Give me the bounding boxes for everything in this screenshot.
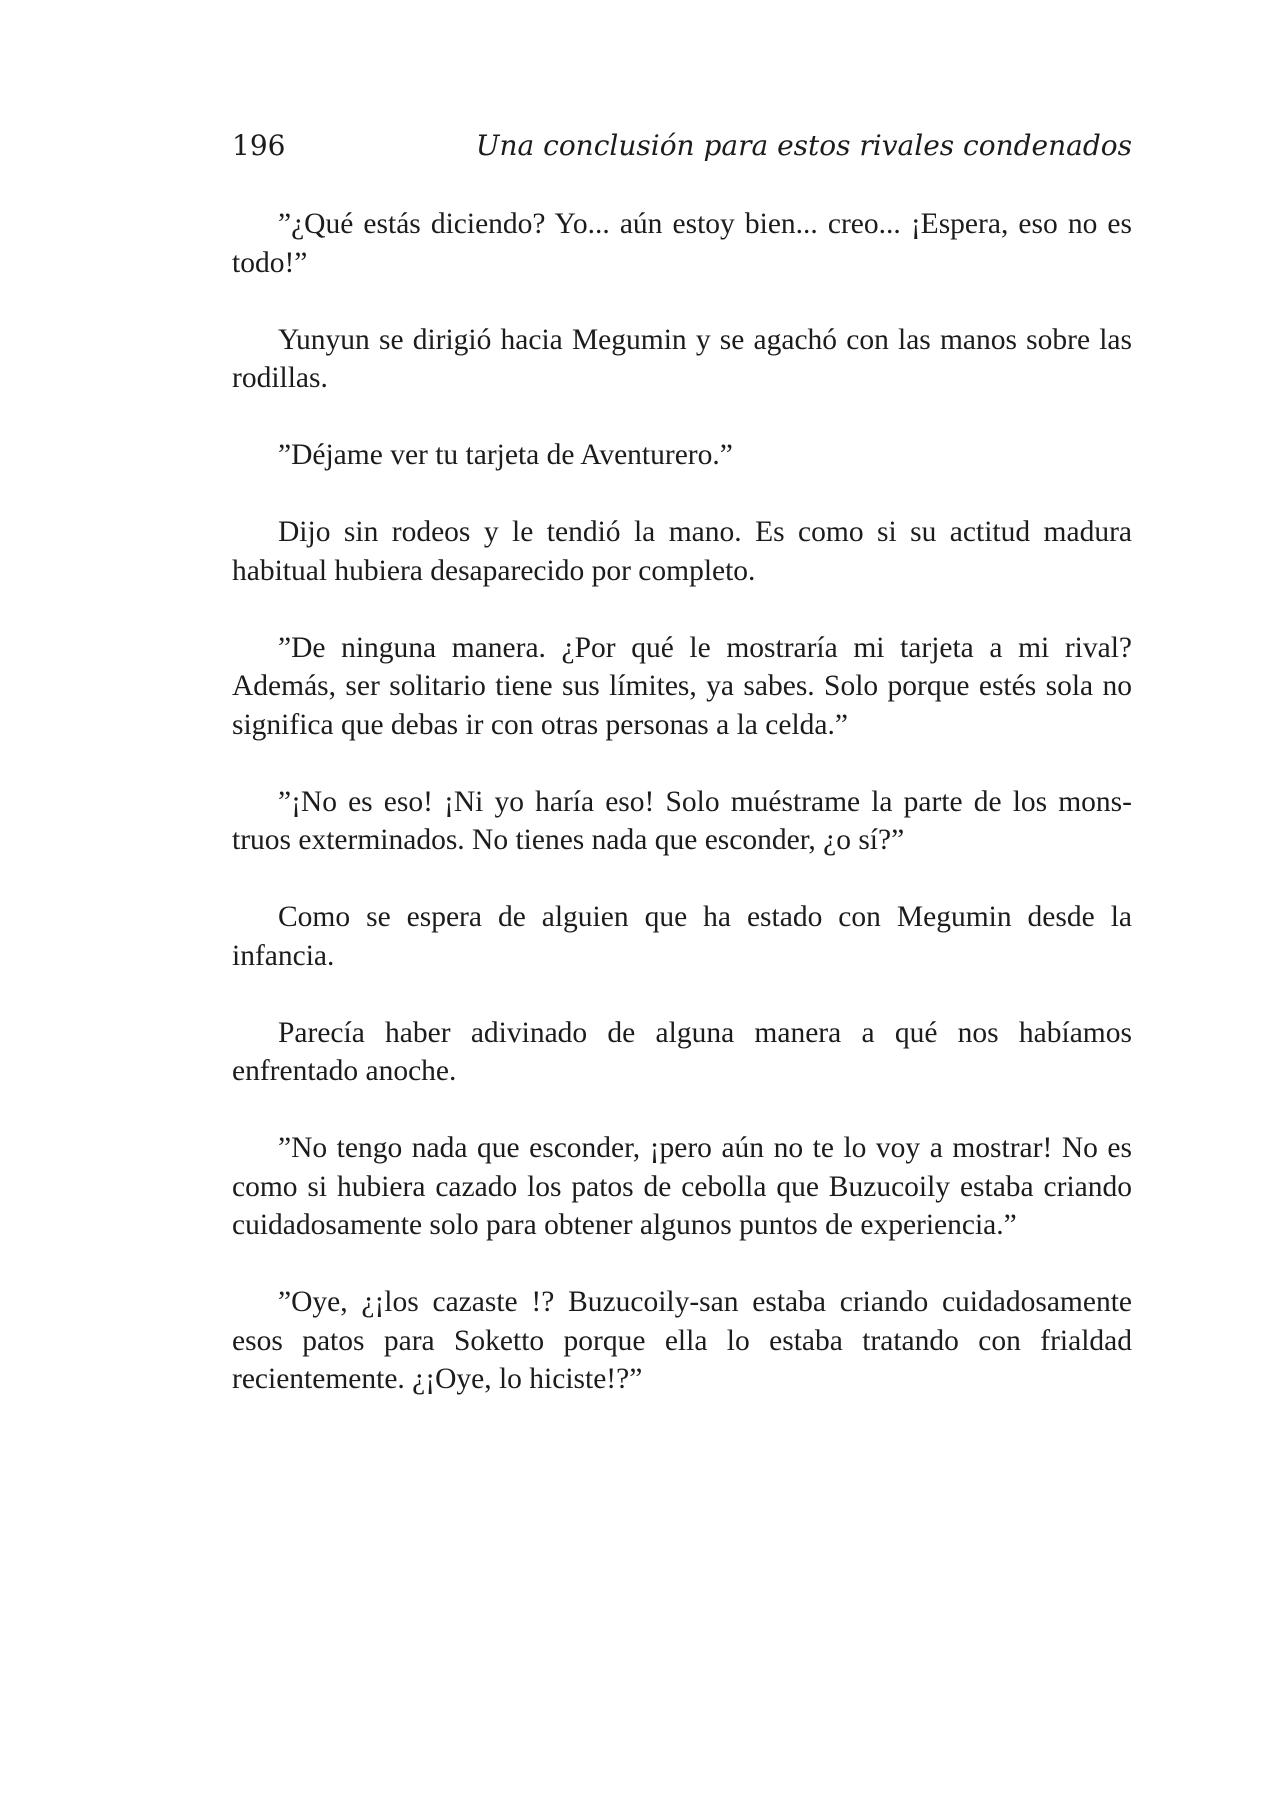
paragraph: ”De ninguna manera. ¿Por qué le mostraría mi tarjeta a mi rival? Además, ser solitario tiene sus límites, ya sabes. Solo porque estés sola no significa que debas ir con otras personas a la celda.” — [232, 631, 1132, 741]
body-text — [232, 205, 1132, 1399]
paragraph: ”¡No es eso! ¡Ni yo haría eso! Solo muéstrame la parte de los monstruos exterminados. No tienes nada que esconder, ¿o sí?” — [232, 785, 1132, 856]
paragraph: Como se espera de alguien que ha estado con Megumin desde la infancia. — [232, 901, 1132, 972]
page-number: 196 — [232, 129, 286, 162]
paragraph: ”Déjame ver tu tarjeta de Aventurero.” — [278, 439, 733, 471]
paragraph: Parecía haber adivinado de alguna manera a qué nos habíamos enfrentado anoche. — [232, 1016, 1132, 1087]
book-page — [232, 126, 1132, 1437]
paragraph: ”Oye, ¿¡los cazaste !? Buzucoily-san estaba criando cuidadosamente esos patos para Soketto porque ella lo estaba tratando con frialdad recientemente. ¿¡Oye, lo hiciste!?” — [232, 1286, 1132, 1395]
running-header — [232, 126, 1132, 166]
paragraph: Dijo sin rodeos y le tendió la mano. Es como si su actitud madura habitual hubiera desaparecido por completo. — [232, 516, 1132, 587]
paragraph: Yunyun se dirigió hacia Megumin y se agachó con las manos sobre las rodillas. — [232, 323, 1132, 394]
chapter-title: Una conclusión para estos rivales condenados — [475, 129, 1132, 162]
paragraph: ”No tengo nada que esconder, ¡pero aún no te lo voy a mostrar! No es como si hubiera cazado los patos de cebolla que Buzucoily estaba criando cuidadosamente solo para obtener algunos puntos de experiencia.” — [232, 1132, 1132, 1241]
paragraph: ”¿Qué estás diciendo? Yo... aún estoy bien... creo... ¡Espera, eso no es todo!” — [232, 208, 1132, 279]
